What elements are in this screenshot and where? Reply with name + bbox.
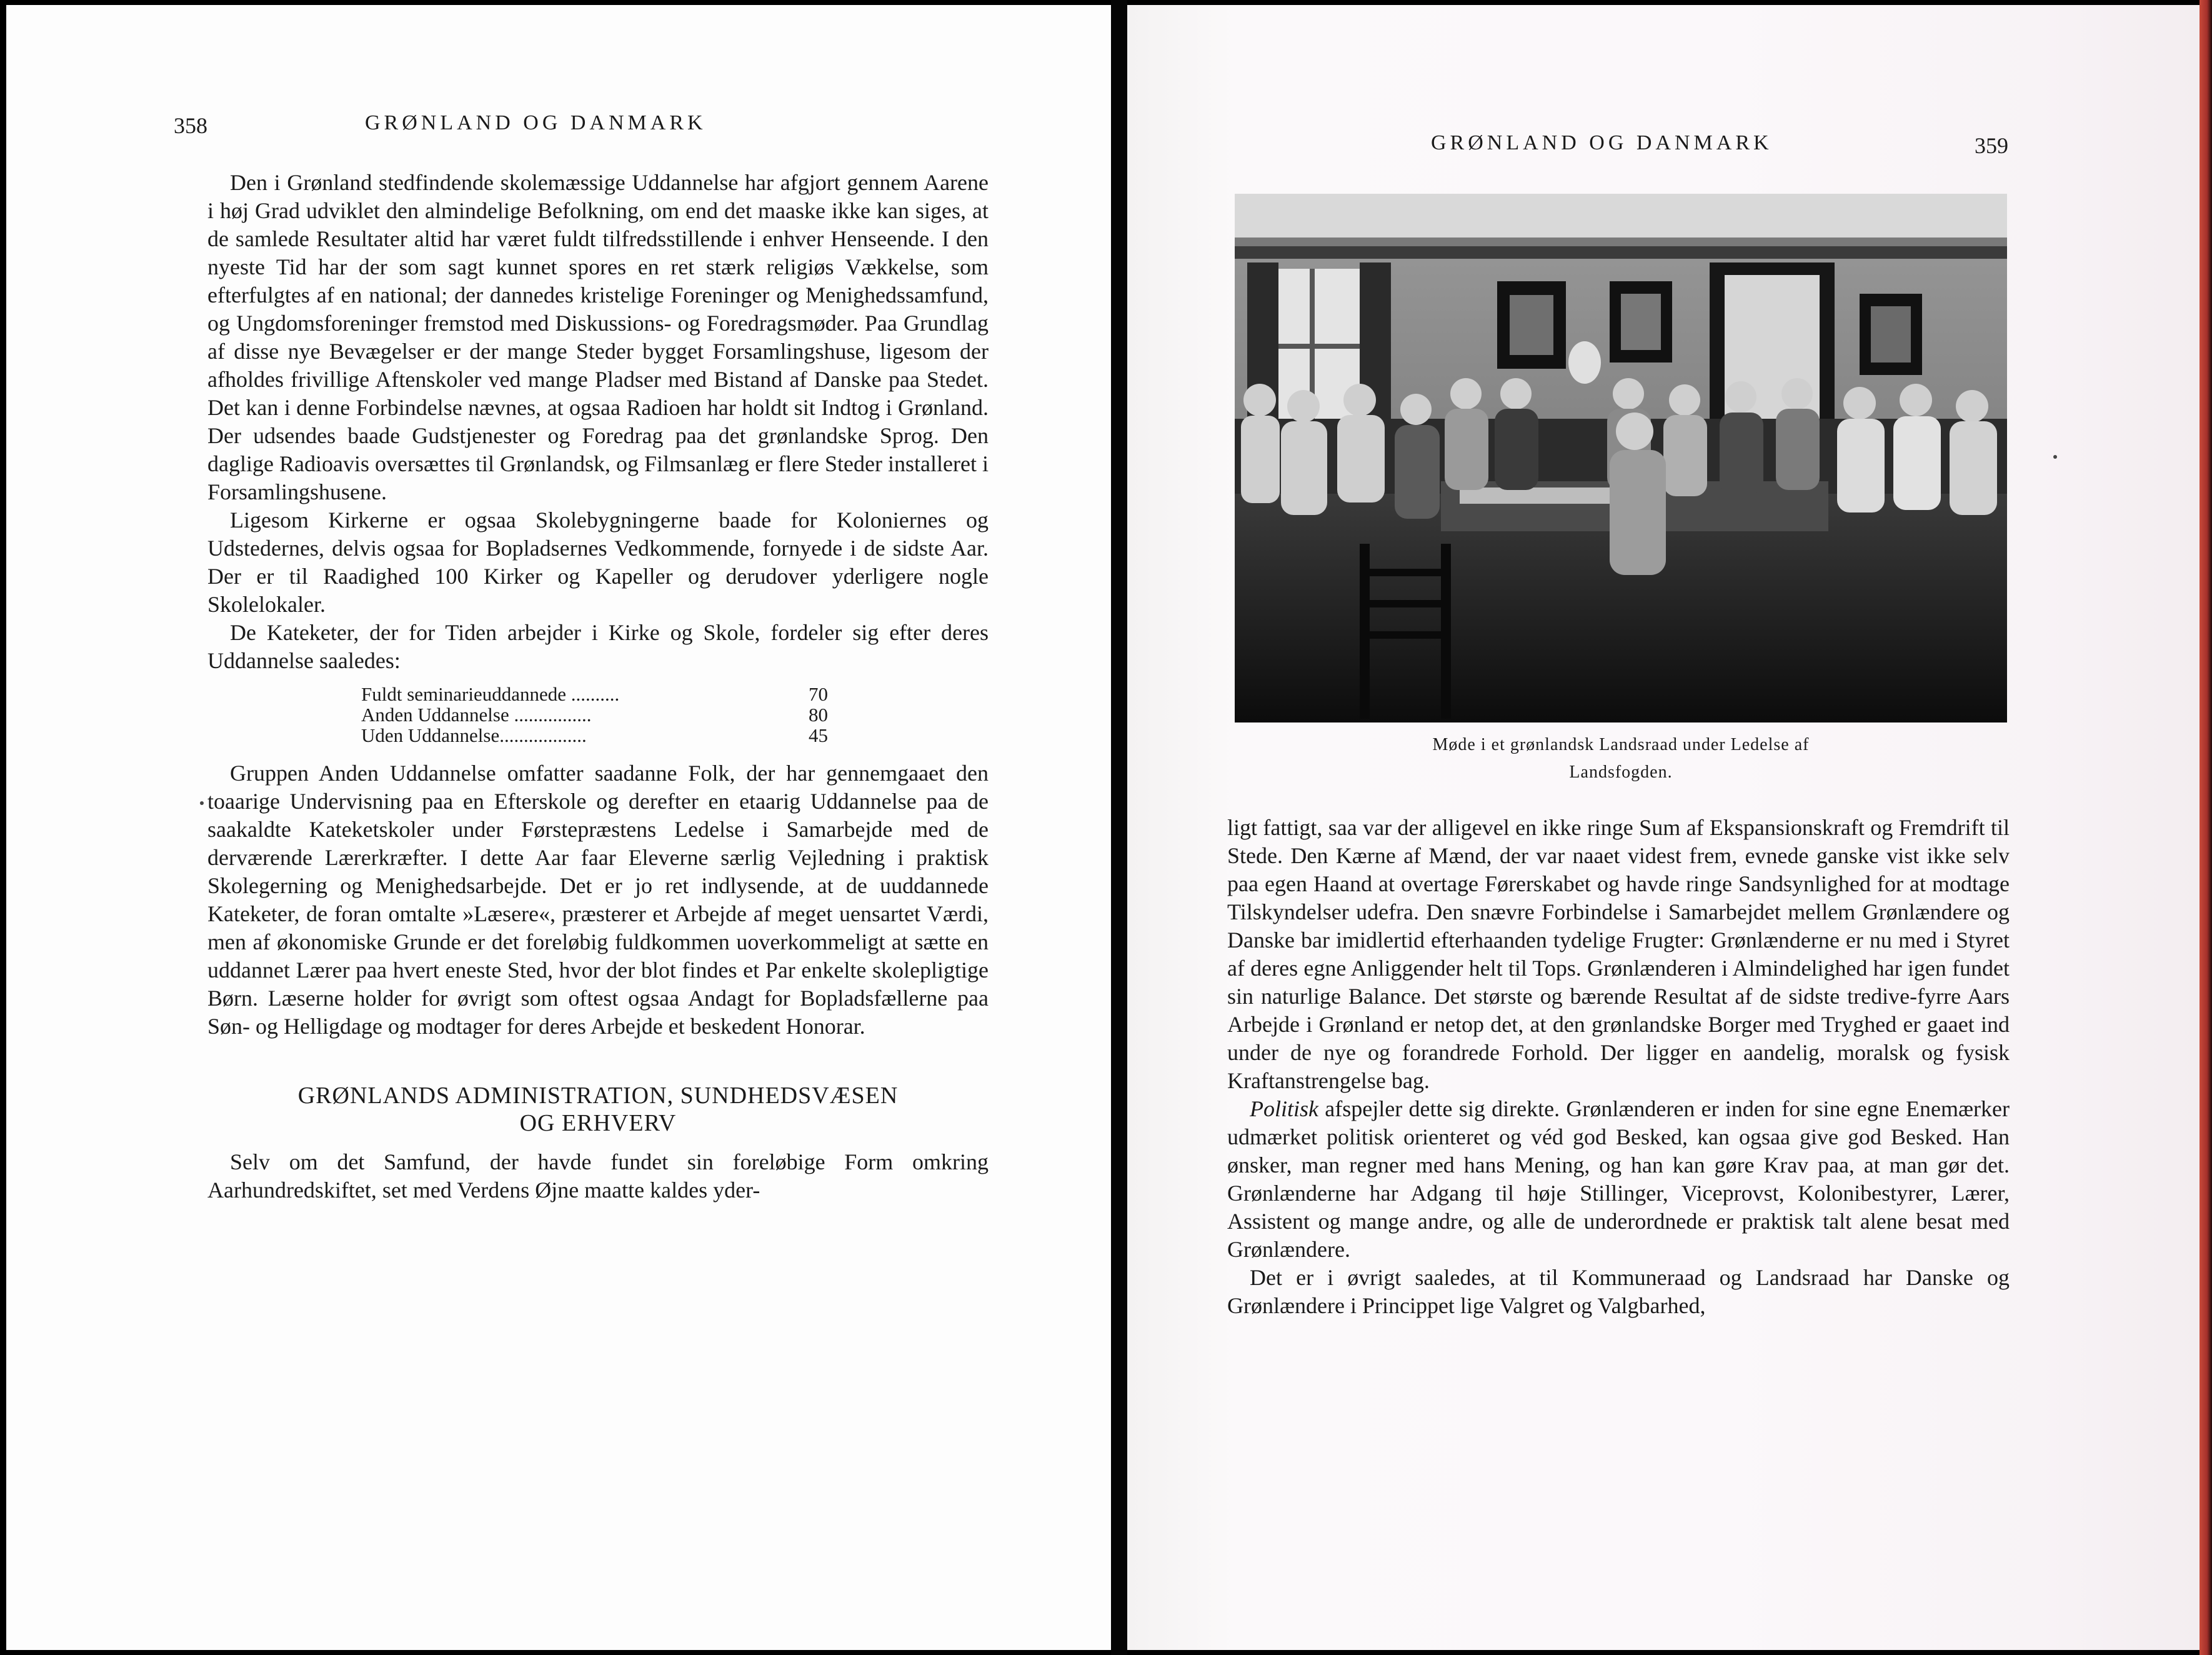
table-row (361, 684, 828, 704)
left-page (6, 5, 1111, 1650)
paragraph: Det er i øvrigt saaledes, at til Kommuneraad og Landsraad har Danske og Grønlændere i Princippet lige Valgret og Valgbarhed, (1227, 1265, 2010, 1318)
running-head-right: GRØNLAND OG DANMARK (1431, 131, 1773, 154)
page-number-right: 359 (1975, 133, 2008, 158)
caption-line: Landsfogden. (1569, 762, 1673, 782)
table-row (361, 725, 828, 746)
paragraph: Gruppen Anden Uddannelse omfatter saadanne Folk, der har gennemgaaet den toaarige Undervisning paa en Efterskole og derefter en etaarig Uddannelse paa de saakaldte Kateketskoler under Førstepræstens Ledelse i Samarbejde med de derværende Lærerkræfter. I dette Aar faar Eleverne særlig Vejledning i praktisk Skolegerning og Menighedsarbejde. Det er jo ret indlysende, at de uuddannede Kateketer, de foran omtalte »Læsere«, præsterer et Arbejde af meget uensartet Værdi, men af økonomiske Grunde er det foreløbig fuldkommen uoverkommeligt at sætte en uddannet Lærer paa hvert eneste Sted, hvor der blot findes et Par enkelte skolepligtige Børn. Læserne holder for øvrigt som oftest ogsaa Andagt for Bopladsfællerne paa Søn- og Helligdage og modtager for deres Arbejde et beskedent Honorar. (207, 761, 989, 1039)
photo-caption (1352, 731, 1890, 786)
table-label: Uden Uddannelse (361, 724, 500, 746)
right-body-text (1227, 814, 2010, 1320)
paragraph-text: afspejler dette sig direkte. Grønlænderen er inden for sine egne Enemærker udmærket politisk orienteret og véd god Besked, kan ogsaa give god Besked. Han ønsker, man regner med hans Mening, og han kan gøre Krav paa, at man gør det. Grønlænderne har Adgang til høje Stillinger, Viceprovst, Kolonibestyrer, Lærer, Assistent og mange andre, og alle de underordnede er praktisk talt alene besat med Grønlændere. (1227, 1096, 2010, 1262)
table-value: 70 (809, 683, 828, 705)
paragraph (1227, 1095, 2010, 1264)
left-body-text (207, 169, 989, 1204)
table-value: 45 (809, 724, 828, 746)
paragraph: ligt fattigt, saa var der alligevel en ikke ringe Sum af Ekspansionskraft og Fremdrift til Stede. Den Kærne af Mænd, der var naaet videst frem, evnede ganske vist ikke selv paa egen Haand at overtage Førerskabet og havde ringe Sandsynlighed for at modtage Tilskyndelser udefra. Den snævre Forbindelse i Samarbejdet mellem Grønlændere og Danske bar imidlertid efterhaanden tydelige Frugter: Grønlænderne er nu med i Styret af deres egne Anliggender helt til Tops. Grønlænderen i Almindelighed har igen fundet sin naturlige Balance. Det største og bærende Resultat af de sidste tredive-fyrre Aars Arbejde i Grønland er netop det, at den grønlandske Borger med Tryghed er gaaet ind under de nye og forandrede Forhold. Der ligger en aandelig, moralsk og fysisk Kraftanstrengelse bag. (1227, 815, 2010, 1093)
table-label: Anden Uddannelse (361, 704, 509, 726)
meeting-photograph (1235, 194, 2007, 722)
stray-mark (200, 801, 204, 805)
book-gutter (1111, 0, 1127, 1655)
paragraph: Ligesom Kirkerne er ogsaa Skolebygningerne baade for Koloniernes og Udstedernes, delvis ogsaa for Bopladsernes Vedkommende, fornyede i de sidste Aar. Der er til Raadighed 100 Kirker og Kapeller og derudover yderligere nogle Skolelokaler. (207, 508, 989, 617)
table-dots: ................ (509, 704, 592, 726)
section-heading (207, 1082, 989, 1137)
caption-line: Møde i et grønlandsk Landsraad under Ledelse af (1432, 735, 1810, 754)
italic-term: Politisk (1250, 1096, 1318, 1121)
paragraph: Selv om det Samfund, der havde fundet sin foreløbige Form omkring Aarhundredskiftet, set med Verdens Øjne maatte kaldes yder- (207, 1149, 989, 1202)
section-heading-line: OG ERHVERV (519, 1110, 677, 1136)
photo-illustration (1235, 194, 2007, 722)
table-dots: .................. (499, 724, 587, 746)
stray-mark (2053, 455, 2057, 459)
catechist-table (361, 684, 828, 746)
running-head-left: GRØNLAND OG DANMARK (365, 111, 707, 134)
paragraph: Den i Grønland stedfindende skolemæssige Uddannelse har afgjort gennem Aarene i høj Grad udviklet den almindelige Befolkning, om end det maaske ikke kan siges, at de samlede Resultater altid har været fuldt tilfredsstillende i enhver Henseende. I den nyeste Tid har der som sagt kunnet spores en ret stærk religiøs Vækkelse, som efterfulgtes af en national; der dannedes kristelige Foreninger og Menighedssamfund, og Ungdomsforeninger fremstod med Diskussions- og Foredragsmøder. Paa Grundlag af disse nye Bevægelser er der mange Steder bygget Forsamlingshuse, ligesom der afholdes frivillige Aftenskoler ved mange Pladser med Bistand af Danske paa Stedet. Det kan i denne Forbindelse nævnes, at ogsaa Radioen har holdt sit Indtog i Grønland. Der udsendes baade Gudstjenester og Foredrag paa det grønlandske Sprog. Den daglige Radioavis oversættes til Grønlandsk, og Filmsanlæg er flere Steder installeret i Forsamlingshusene. (207, 170, 989, 504)
right-page (1127, 5, 2200, 1650)
table-dots: .......... (566, 683, 620, 705)
paragraph: De Kateketer, der for Tiden arbejder i Kirke og Skole, fordeler sig efter deres Uddannelse saaledes: (207, 620, 989, 673)
book-edge (2200, 0, 2212, 1655)
section-heading-line: GRØNLANDS ADMINISTRATION, SUNDHEDSVÆSEN (297, 1082, 899, 1109)
table-row (361, 704, 828, 725)
table-label: Fuldt seminarieuddannede (361, 683, 566, 705)
table-value: 80 (809, 704, 828, 726)
page-number-left: 358 (174, 113, 207, 138)
